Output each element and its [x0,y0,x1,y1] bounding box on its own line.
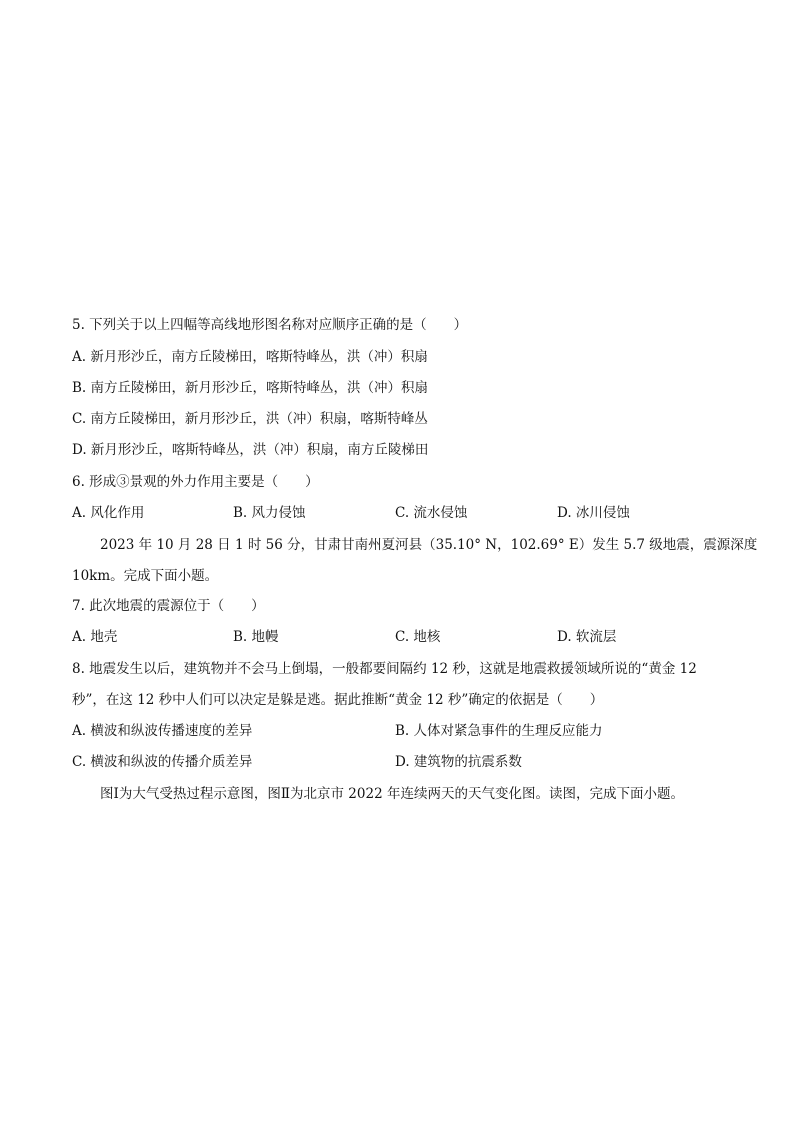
question-7-option-b: B. 地幔 [233,629,279,645]
question-7-option-a: A. 地壳 [72,629,118,645]
question-5-option-d: D. 新月形沙丘，喀斯特峰丛，洪（冲）积扇，南方丘陵梯田 [72,442,429,458]
question-8-option-d: D. 建筑物的抗震系数 [395,754,522,770]
question-5-stem: 5. 下列关于以上四幅等高线地形图名称对应顺序正确的是（ ） [72,317,468,333]
earthquake-intro-line-2: 10km。完成下面小题。 [72,568,219,584]
question-6-option-b: B. 风力侵蚀 [233,505,306,521]
weather-intro: 图Ⅰ为大气受热过程示意图，图Ⅱ为北京市 2022 年连续两天的天气变化图。读图，完成下面小题。 [100,786,684,802]
question-7-stem: 7. 此次地震的震源位于（ ） [72,598,265,614]
question-8-option-b: B. 人体对紧急事件的生理反应能力 [395,723,603,739]
question-6-option-c: C. 流水侵蚀 [395,505,468,521]
question-7-option-d: D. 软流层 [557,629,617,645]
question-6-option-a: A. 风化作用 [72,505,145,521]
question-8-option-c: C. 横波和纵波的传播介质差异 [72,754,253,770]
question-5-option-b: B. 南方丘陵梯田，新月形沙丘，喀斯特峰丛，洪（冲）积扇 [72,380,429,396]
question-5-option-a: A. 新月形沙丘，南方丘陵梯田，喀斯特峰丛，洪（冲）积扇 [72,349,428,365]
question-8-stem-line-1: 8. 地震发生以后，建筑物并不会马上倒塌，一般都要间隔约 12 秒，这就是地震救援领域所说的“黄金 12 [72,661,697,677]
question-6-stem: 6. 形成③景观的外力作用主要是（ ） [72,474,319,490]
question-8-option-a: A. 横波和纵波传播速度的差异 [72,723,253,739]
question-5-option-c: C. 南方丘陵梯田，新月形沙丘，洪（冲）积扇，喀斯特峰丛 [72,411,428,427]
question-6-option-d: D. 冰川侵蚀 [557,505,630,521]
earthquake-intro-line-1: 2023 年 10 月 28 日 1 时 56 分，甘肃甘南州夏河县（35.10° N，102.69° E）发生 5.7 级地震，震源深度 [100,537,758,553]
question-8-stem-line-2: 秒”，在这 12 秒中人们可以决定是躲是逃。据此推断“黄金 12 秒”确定的依据是（ ） [72,692,604,708]
question-7-option-c: C. 地核 [395,629,441,645]
